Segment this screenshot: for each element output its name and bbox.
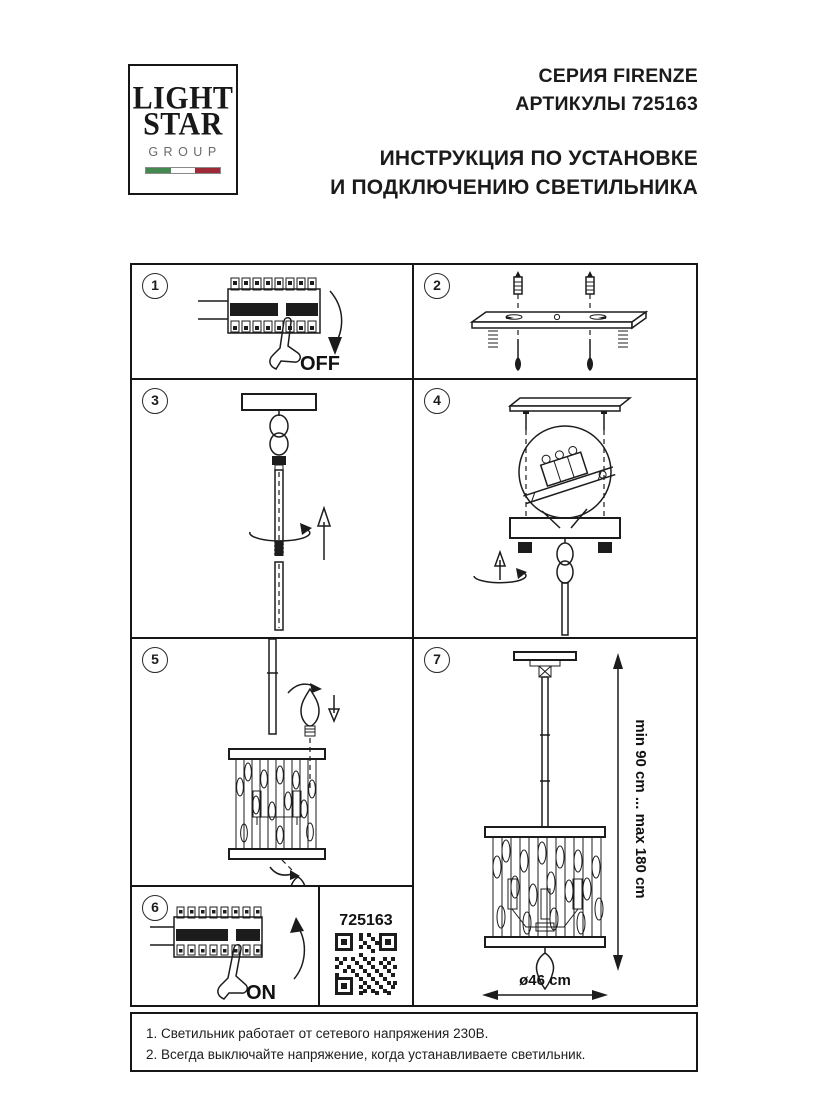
article-qr-panel bbox=[320, 887, 412, 1005]
step-6-number: 6 bbox=[142, 895, 168, 921]
arrow-up-icon bbox=[294, 927, 304, 979]
header-series-block bbox=[515, 62, 698, 118]
breaker-top-toggles bbox=[231, 278, 316, 290]
step-6-illustration-breaker-on bbox=[132, 887, 318, 1005]
footer-note-2: 2. Всегда выключайте напряжение, когда устанавливаете светильник. bbox=[146, 1047, 586, 1062]
step-3-illustration-rod bbox=[132, 380, 412, 637]
step-4-illustration-canopy bbox=[414, 380, 696, 637]
shade-bars bbox=[236, 759, 316, 849]
steps-grid bbox=[130, 263, 698, 1007]
article-number-label: 725163 bbox=[339, 912, 393, 929]
step-7-illustration-dimensions bbox=[414, 639, 696, 1005]
step-1-illustration-breaker-off bbox=[132, 265, 412, 378]
height-range-label: min 90 cm ... max 180 cm bbox=[632, 719, 649, 899]
up-arrow-icon bbox=[318, 508, 330, 560]
article-number: АРТИКУЛЫ 725163 bbox=[515, 93, 698, 115]
header-instruction-block bbox=[330, 144, 698, 202]
diameter-dimension bbox=[482, 972, 608, 1000]
step-5-number: 5 bbox=[142, 647, 168, 673]
footer-note-1: 1. Светильник работает от сетевого напряжения 230В. bbox=[146, 1026, 489, 1041]
step-4-number: 4 bbox=[424, 388, 450, 414]
candle-bulb-icon bbox=[301, 689, 319, 736]
instruction-title-line1: ИНСТРУКЦИЯ ПО УСТАНОВКЕ bbox=[379, 147, 698, 170]
diameter-label: ø46 cm bbox=[519, 972, 571, 989]
threaded-stud-icon bbox=[488, 331, 628, 347]
arrow-down-icon bbox=[330, 291, 342, 345]
step-7-number: 7 bbox=[424, 647, 450, 673]
step-1-number: 1 bbox=[142, 273, 168, 299]
italian-flag-bar bbox=[145, 167, 221, 174]
step-3-number: 3 bbox=[142, 388, 168, 414]
lightstar-logo bbox=[128, 64, 238, 195]
on-label: ON bbox=[246, 982, 276, 1004]
terminal-block-icon bbox=[514, 437, 616, 504]
screw-in-arrow-icon bbox=[270, 867, 292, 875]
qr-code bbox=[335, 933, 397, 995]
height-dimension bbox=[613, 653, 649, 971]
rotate-arrow-icon bbox=[250, 529, 310, 541]
logo-star: STAR bbox=[143, 106, 223, 143]
series-title: СЕРИЯ FIRENZE bbox=[538, 65, 698, 87]
wall-anchor-icon bbox=[514, 271, 594, 294]
up-arrow-icon bbox=[495, 552, 505, 580]
logo-light: LIGHT bbox=[132, 80, 234, 117]
step-5-illustration-bulb bbox=[132, 639, 412, 885]
step-2-illustration-bracket bbox=[414, 265, 696, 378]
screw-icon bbox=[515, 339, 593, 371]
screw-icon bbox=[523, 411, 607, 430]
logo-group: GROUP bbox=[148, 145, 222, 159]
off-label: OFF bbox=[300, 353, 340, 375]
step-2-number: 2 bbox=[424, 273, 450, 299]
instruction-title-line2: И ПОДКЛЮЧЕНИЮ СВЕТИЛЬНИКА bbox=[330, 176, 698, 199]
shade-crystals bbox=[493, 840, 603, 934]
footer-notes bbox=[130, 1012, 698, 1072]
